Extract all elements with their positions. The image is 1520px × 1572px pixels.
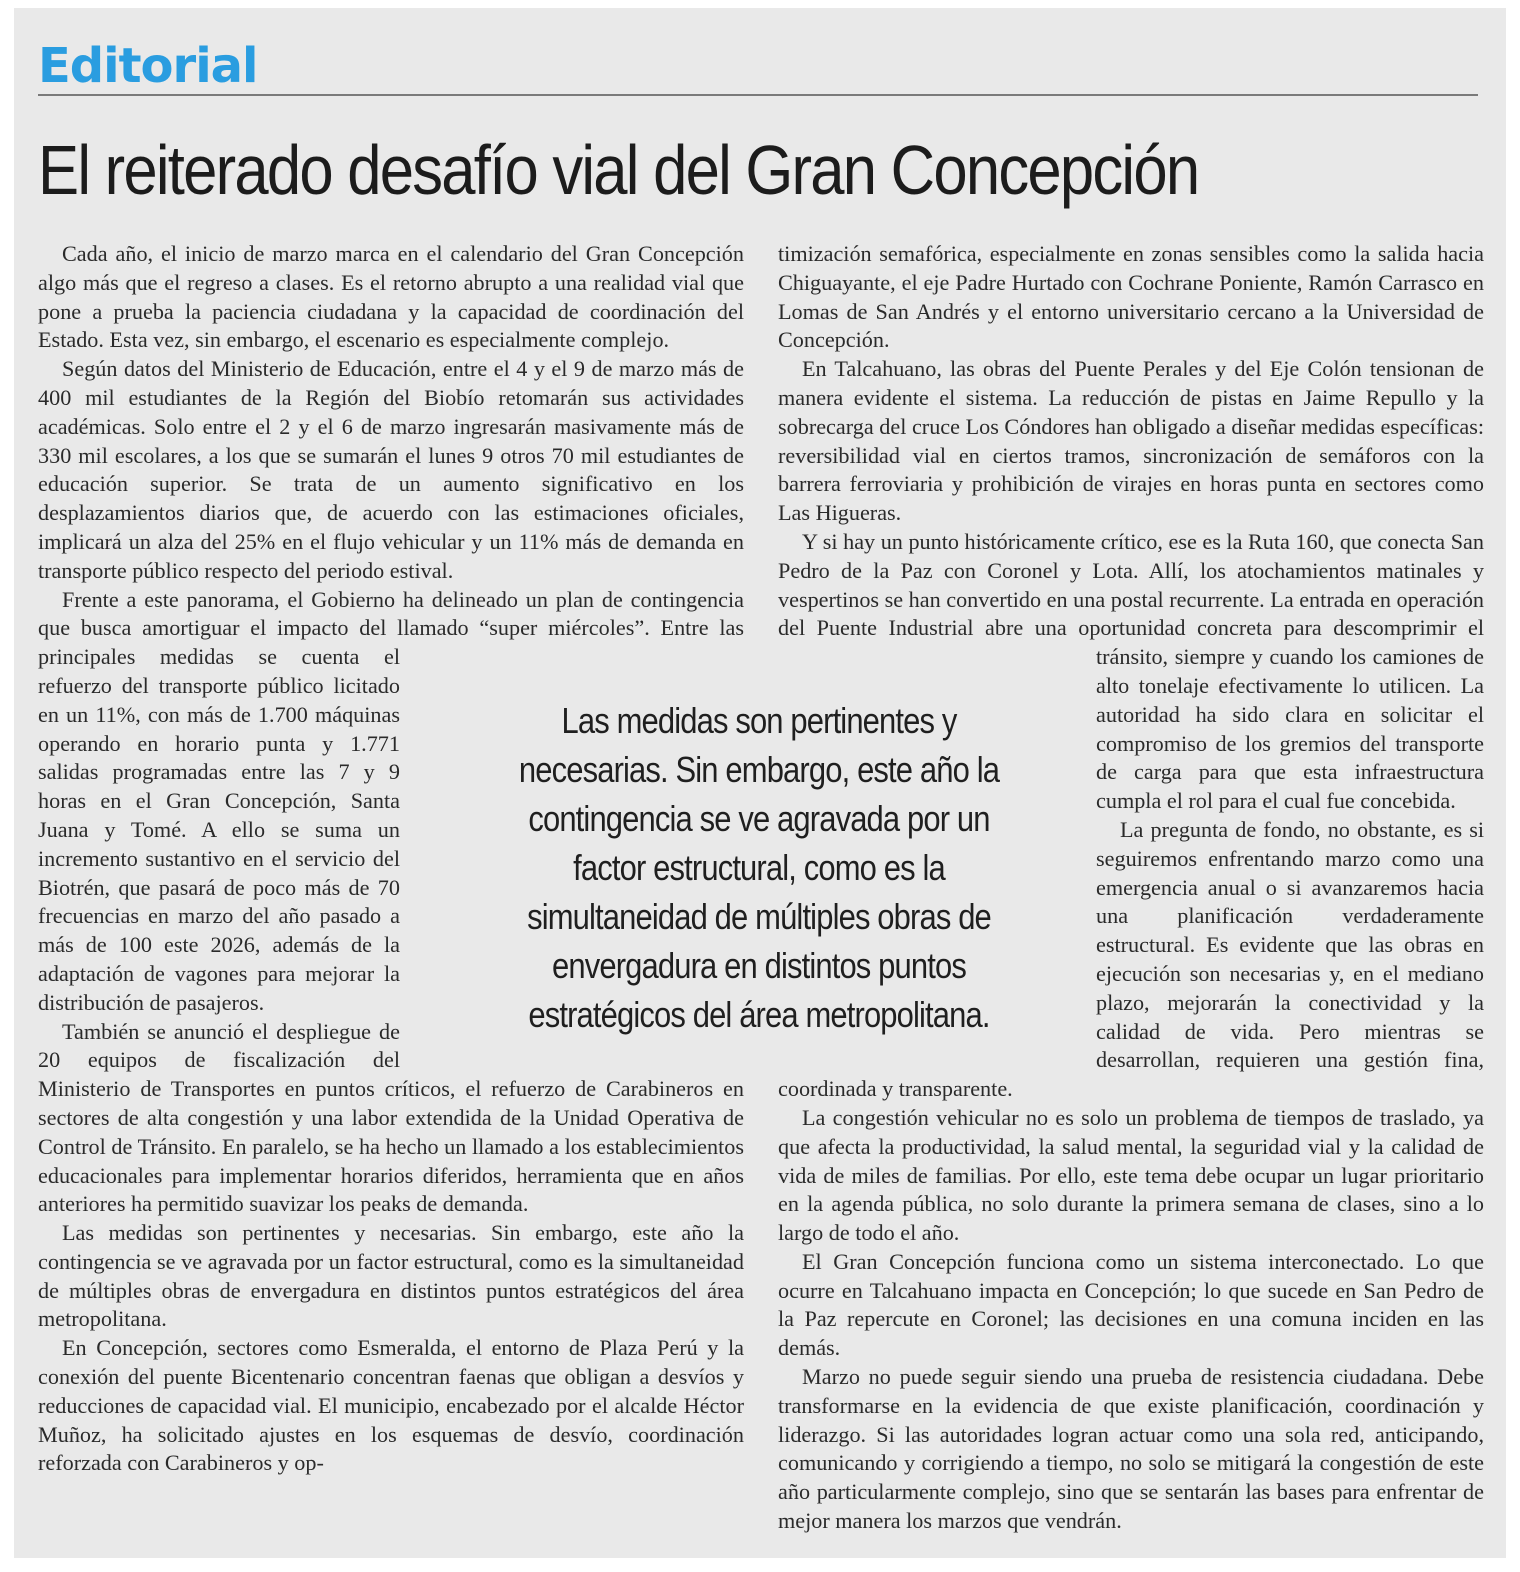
left-paragraph: También se anunció el despliegue de 20 equipos de fiscalización del Ministerio de Transportes en puntos críticos, el refuerzo de Carabineros en sectores de alta congestión y una labor extendida de la Unidad Operativa de Control de Tránsito. En paralelo, se ha hecho un llamado a los establecimientos educacionales para implementar horarios diferidos, herramienta que en años anteriores ha permitido suavizar los peaks de demanda. [38,1018,744,1217]
left-paragraph: En Concepción, sectores como Esmeralda, el entorno de Plaza Perú y la conexión del puente Bicentenario concentran faenas que obligan a desvíos y reducciones de capacidad vial. El municipio, encabezado por el alcalde Héctor Muñoz, ha solicitado ajustes en los esquemas de desvío, coordinación reforzada con Carabineros y op- [38,1335,744,1476]
left-paragraph: Las medidas son pertinentes y necesarias. Sin embargo, este año la contingencia se ve agravada por un factor estructural, como es la simultaneidad de múltiples obras de envergadura en distintos puntos estratégicos del área metropolitana. [38,1220,744,1332]
headline: El reiterado desafío vial del Gran Concepción [38,131,1199,209]
right-paragraph: timización semafórica, especialmente en zonas sensibles como la salida hacia Chiguayante, el eje Padre Hurtado con Cochrane Poniente, Ramón Carrasco en Lomas de San Andrés y el entorno universitario cercano a la Universidad de Concepción. [778,241,1484,353]
right-paragraph: El Gran Concepción funciona como un sistema interconectado. Lo que ocurre en Talcahuano impacta en Concepción; lo que sucede en San Pedro de la Paz repercute en Coronel; las decisiones en una comuna inciden en las demás. [778,1248,1484,1361]
left-paragraph: Frente a este panorama, el Gobierno ha delineado un plan de contingencia que busca amortiguar el impacto del llamado “super miércoles”. Entre las principales medidas se cuenta el refuerzo del transporte público licitado en un 11%, con más de 1.700 máquinas operando en horario punta y 1.771 salidas programadas entre las 7 y 9 horas en el Gran Concepción, Santa Juana y Tomé. A ello se suma un incremento sustantivo en el servicio del Biotrén, que pasará de poco más de 70 frecuencias en marzo del año pasado a más de 100 este 2026, además de la adaptación de vagones para mejorar la distribución de pasajeros. [38,586,744,1015]
left-paragraph: Cada año, el inicio de marzo marca en el calendario del Gran Concepción algo más que el regreso a clases. Es el retorno abrupto a una realidad vial que pone a prueba la paciencia ciudadana y la capacidad de coordinación del Estado. Esta vez, sin embargo, el escenario es especialmente complejo. [38,241,744,353]
right-paragraph: Marzo no puede seguir siendo una prueba de resistencia ciudadana. Debe transformarse en la evidencia de que existe planificación, coordinación y liderazgo. Si las autoridades logran actuar como una sola red, anticipando, comunicando y corrigiendo a tiempo, no solo se mitigará la congestión de este año particularmente complejo, sino que se sentarán las bases para enfrentar de mejor manera los marzos que vendrán. [778,1364,1484,1534]
section-divider [38,94,1478,96]
newspaper-page [14,8,1506,1558]
right-paragraph: En Talcahuano, las obras del Puente Perales y del Eje Colón tensionan de manera evidente el sistema. La reducción de pistas en Jaime Repullo y la sobrecarga del cruce Los Cóndores han obligado a diseñar medidas específicas: reversibilidad vial en ciertos tramos, sincronización de semáforos con la barrera ferroviaria y prohibición de virajes en horas punta en sectores como Las Higueras. [778,356,1484,526]
pull-quote: Las medidas son pertinentes y necesarias. Sin embargo, este año la contingencia se ve agravada por un factor estructural, como es la simultaneidad de múltiples obras de envergadura en distintos puntos estratégicos del área metropolitana. [518,700,1000,1035]
section-label: Editorial [38,38,258,94]
right-paragraph: Y si hay un punto históricamente crítico, ese es la Ruta 160, que conecta San Pedro de la Paz con Coronel y Lota. Allí, los atochamientos matinales y vespertinos se han convertido en una postal recurrente. La entrada en operación del Puente Industrial abre una oportunidad concreta para descomprimir el tránsito, siempre y cuando los camiones de alto tonelaje efectivamente lo utilicen. La autoridad ha sido clara en solicitar el compromiso de los gremios del transporte de carga para que esta infraestructura cumpla el rol para el cual fue concebida. [778,528,1485,814]
left-paragraph: Según datos del Ministerio de Educación, entre el 4 y el 9 de marzo más de 400 mil estudiantes de la Región del Biobío retomarán sus actividades académicas. Solo entre el 2 y el 6 de marzo ingresarán masivamente más de 330 mil escolares, a los que se sumarán el lunes 9 otros 70 mil estudiantes de educación superior. Se trata de un aumento significativo en los desplazamientos diarios que, de acuerdo con las estimaciones oficiales, implicará un alza del 25% en el flujo vehicular y un 11% más de demanda en transporte público respecto del periodo estival. [38,356,744,583]
right-paragraph: La pregunta de fondo, no obstante, es si seguiremos enfrentando marzo como una emergencia anual o si avanzaremos hacia una planificación verdaderamente estructural. Es evidente que las obras en ejecución son necesarias y, en el mediano plazo, mejorarán la conectividad y la calidad de vida. Pero mientras se desarrollan, requieren una gestión fina, coordinada y transparente. [778,816,1484,1102]
right-paragraph: La congestión vehicular no es solo un problema de tiempos de traslado, ya que afecta la productividad, la salud mental, la seguridad vial y la calidad de vida de miles de familias. Por ello, este tema debe ocupar un lugar prioritario en la agenda pública, no solo durante la primera semana de clases, sino a lo largo de todo el año. [778,1104,1484,1246]
